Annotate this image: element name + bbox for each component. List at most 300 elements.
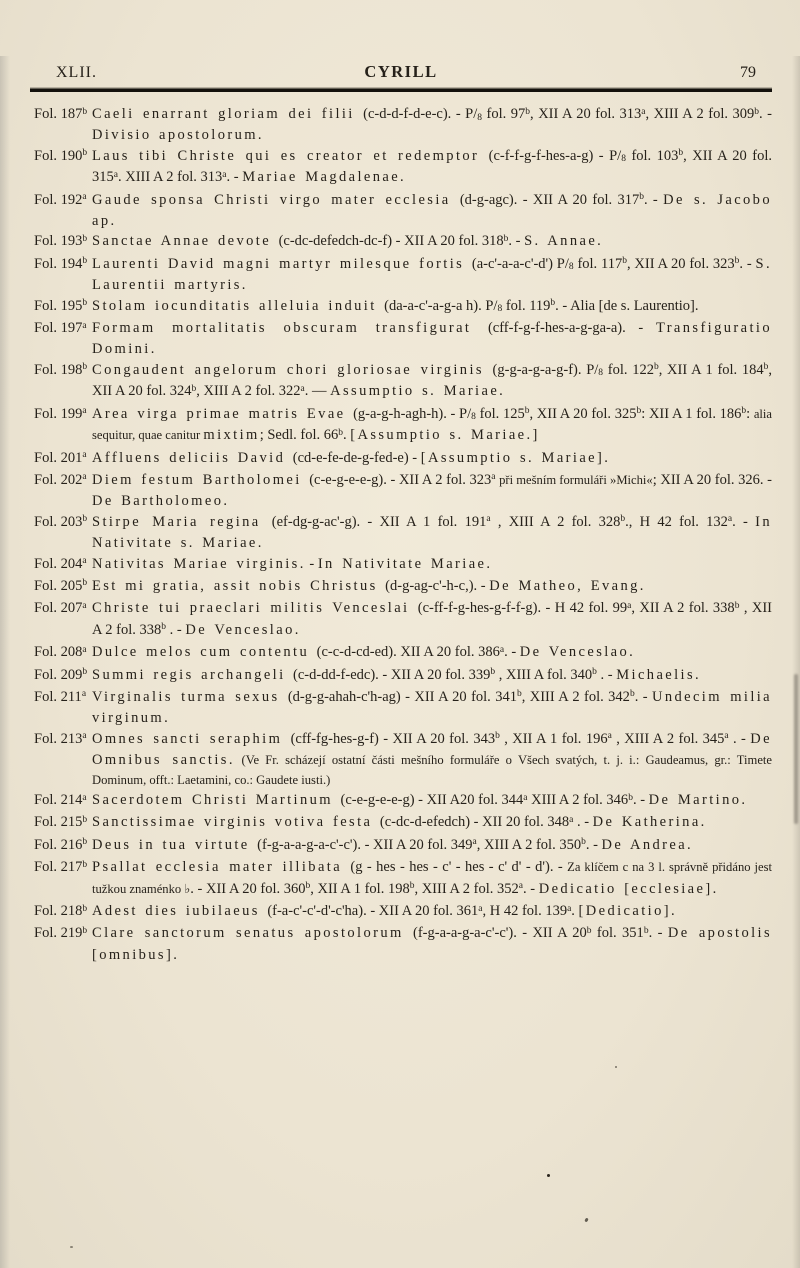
fol-label: [34, 361, 92, 382]
entry-text-run: a: [82, 406, 87, 417]
entry-text-run: Diem festum Bartholomei: [92, 471, 310, 488]
entry-text-run: Fol. 208: [34, 644, 83, 661]
fol-label: [34, 858, 92, 879]
entry-text-run: (f-g-a-a-g-a-c'-c'). - XII A 20: [413, 925, 587, 942]
entry-text-run: Fol. 194: [34, 255, 83, 272]
entry-text-run: fol. 117: [573, 255, 623, 272]
entry-text-run: b: [628, 792, 633, 803]
entry-text-run: Fol. 195: [34, 297, 83, 314]
entry-text-run: . -: [522, 880, 539, 897]
fol-label: [34, 666, 92, 687]
running-header: [32, 56, 770, 84]
entry-text-run: b: [581, 837, 586, 848]
entry-text-run: , XII A 20 fol. 313: [530, 106, 642, 122]
entry-text-run: b: [161, 622, 167, 633]
entry-text-run: (d-g-ag-c'-h-c,). -: [385, 577, 490, 594]
entry-text-run: a: [472, 837, 477, 848]
entry-text-run: Assumptio s. Mariae.: [330, 383, 506, 400]
entry-text-run: Za klíčem c na 3 l. správně přidáno jest tužkou znaménko ♭: [92, 860, 772, 896]
catalog-entry: [34, 813, 772, 834]
entry-text-run: Laus tibi Christe qui es creator et redemptor: [92, 147, 489, 164]
entry-text-run: Undecim milia virginum.: [92, 688, 773, 727]
entry-text-run: Fol. 199: [34, 405, 83, 422]
entry-text-run: , H 42 fol. 139: [482, 903, 568, 920]
entry-text-run: 8: [471, 412, 476, 423]
entry-text-run: Dulce melos cum contentu: [92, 644, 317, 661]
entry-text-run: Fol. 201: [34, 449, 83, 466]
entry-text-run: Divisio apostolorum.: [92, 127, 264, 144]
entry-text-run: b: [550, 298, 556, 309]
entry-text-run: Fol. 216: [34, 836, 83, 853]
entry-text-run: (da-a-c'-a-g-a h). P/: [384, 297, 498, 314]
entry-text-run: (d-g-g-ahah-c'h-ag) - XII A 20 fol. 341: [287, 688, 517, 705]
entry-text-run: Deus in tua virtute: [92, 836, 258, 853]
entry-text-run: fol. 351: [591, 925, 644, 942]
entry-text-run: a: [478, 903, 483, 914]
entry-text-run: De Matheo, Evang.: [489, 577, 646, 594]
entry-text-run: při mešním formuláři »Michi«: [499, 472, 653, 487]
entry-text-run: a: [518, 881, 523, 892]
entry-text-run: .: [343, 427, 351, 444]
catalog-entry: [34, 858, 772, 901]
entry-text-run: a: [491, 472, 496, 483]
entry-text-run: :: [746, 405, 754, 422]
catalog-entry: [34, 730, 772, 790]
entry-text-run: a: [82, 792, 87, 803]
entry-text-run: (g-g-a-g-a-g-f). P/: [492, 361, 599, 378]
entry-text-run: Fol. 211: [34, 688, 82, 705]
fol-label: [34, 577, 92, 598]
entry-text-run: b: [763, 362, 769, 373]
catalog-entry: [34, 319, 772, 360]
entry-text-run: . -: [739, 255, 756, 272]
entry-text-run: . -: [759, 106, 773, 122]
scanned-page: [0, 56, 800, 1268]
catalog-entry: [34, 297, 772, 318]
entry-text-run: , XIII A 2 fol. 350: [476, 836, 582, 853]
entry-text-run: . -: [226, 169, 243, 186]
entry-text-run: Fol. 219: [34, 925, 83, 942]
fol-label: [34, 513, 92, 534]
entry-text-run: [Assumptio s. Mariae.]: [350, 427, 540, 444]
entry-text-run: , XII A 20 fol. 324: [92, 361, 773, 400]
entry-text-run: . -: [585, 836, 602, 853]
entry-text-run: b: [191, 383, 197, 394]
entry-text-run: (c-d-d-f-d-e-c). - P/: [363, 106, 478, 122]
fol-label: [34, 924, 92, 945]
fol-label: [34, 471, 92, 492]
entry-text-run: [Dedicatio].: [578, 903, 677, 920]
entry-text-run: Summi regis archangeli: [92, 666, 294, 683]
entry-text-run: . -: [508, 233, 525, 250]
entry-text-run: b: [305, 881, 311, 892]
entry-text-run: Formam mortalitatis obscuram transfigurat: [92, 320, 488, 337]
entry-text-run: . - XII A 20 fol. 360: [190, 880, 306, 897]
entry-text-run: Mariae Magdalenae.: [242, 169, 407, 186]
entry-text-run: , XIII A 2 fol. 352: [414, 880, 519, 897]
entry-text-run: (f-a-c'-c'-d'-c'ha). - XII A 20 fol. 361: [267, 903, 479, 920]
entry-text-run: : XII A 1 fol. 186: [641, 405, 742, 422]
entry-text-run: . -: [634, 688, 652, 705]
entry-text-run: a: [727, 514, 733, 525]
catalog-entry: [34, 836, 772, 857]
entry-text-run: , XIII A fol. 340: [495, 666, 593, 683]
catalog-entry: [34, 555, 772, 576]
entry-text-run: Michaelis.: [616, 666, 702, 683]
entry-text-run: ., H 42 fol. 132: [625, 513, 728, 530]
entry-text-run: De s. Jacobo ap.: [92, 191, 772, 230]
entry-text-run: De apostolis [omnibus].: [92, 925, 772, 963]
entry-text-run: b: [338, 427, 343, 438]
entry-text-run: a: [569, 814, 574, 825]
entry-text-run: b: [524, 406, 530, 417]
fol-label: [34, 836, 92, 857]
entry-text-run: b: [643, 925, 649, 936]
catalog-entry: [34, 599, 772, 642]
entry-text-run: b: [490, 667, 496, 678]
entry-text-run: Adest dies iubilaeus: [92, 903, 268, 920]
entry-text-run: b: [516, 689, 522, 700]
entry-text-run: Fol. 193: [34, 233, 83, 250]
fol-label: [34, 599, 92, 620]
entry-text-run: [235, 752, 242, 768]
entry-text-run: a: [82, 600, 87, 611]
entry-text-run: Stolam iocunditatis alleluia induit: [92, 297, 385, 314]
entry-text-run: , XII A 1 fol. 198: [310, 880, 410, 897]
entry-text-run: S. Annae.: [524, 233, 604, 250]
entry-text-run: b: [503, 233, 509, 244]
entry-text-run: b: [82, 925, 88, 936]
entry-text-run: a: [82, 644, 87, 655]
entry-text-run: . - Alia [de s. Laurentio].: [555, 297, 699, 314]
catalog-entry: [34, 688, 772, 729]
entry-text-run: fol. 119: [502, 297, 551, 314]
catalog-entry: [34, 405, 772, 448]
fol-label: [34, 232, 92, 253]
scan-speck: [584, 1218, 589, 1223]
entry-text-run: a: [82, 731, 87, 742]
entry-text-run: In Nativitate s. Mariae.: [92, 513, 772, 552]
entry-text-run: Fol. 213: [34, 730, 83, 747]
entry-text-run: . -: [648, 925, 668, 942]
entry-text-run: , XII A 2 fol. 338: [92, 600, 772, 638]
entry-text-run: Caeli enarrant gloriam dei filii: [92, 106, 364, 122]
entry-text-run: (c-d-dd-f-edc). - XII A 20 fol. 339: [293, 666, 491, 683]
entry-text-run: b: [525, 106, 531, 117]
entry-text-run: Omnes sancti seraphim: [92, 730, 291, 747]
catalog-entry: [34, 255, 772, 296]
entry-text-run: (c-c-d-cd-ed). XII A 20 fol. 386: [316, 644, 500, 661]
entry-text-run: a: [82, 192, 87, 203]
fol-label: [34, 191, 92, 212]
entry-text-run: b: [586, 925, 592, 936]
fol-label: [34, 902, 92, 923]
entry-text-run: . -: [632, 792, 649, 808]
entry-text-run: Fol. 198: [34, 361, 83, 378]
catalog-entry: [34, 449, 772, 470]
catalog-entry: [34, 147, 772, 190]
entry-text-run: . -: [166, 621, 186, 638]
entry-text-run: b: [82, 362, 88, 373]
fol-label: [34, 319, 92, 340]
entry-text-run: (f-g-a-a-g-a-c'-c'). - XII A 20 fol. 349: [257, 836, 473, 853]
entry-text-run: b: [82, 106, 88, 117]
catalog-entry: [34, 902, 772, 923]
entry-text-run: b: [629, 689, 635, 700]
header-rule: [30, 87, 772, 92]
entry-text-run: mixtim: [203, 427, 260, 444]
entry-text-run: b: [734, 600, 740, 611]
entry-text-run: [Assumptio s. Mariae].: [420, 449, 611, 466]
entry-text-run: . -: [573, 814, 593, 831]
entry-text-run: fol. 122: [603, 361, 654, 378]
entry-text-run: .: [571, 903, 579, 920]
fol-label: [34, 555, 92, 576]
entry-text-run: Clare sanctorum senatus apostolorum: [92, 925, 413, 942]
catalog-entry: [34, 791, 772, 812]
entry-text-run: Fol. 209: [34, 666, 83, 683]
entry-text-run: 8: [621, 154, 626, 165]
entry-text-run: (Ve Fr. scházejí ostatní části mešního formuláře o Všech svatých, t. j. i.: Gaudeamus, gr.: Timete Dominum, offt.: Laetamini, co.: Gaudete iusti.): [92, 753, 772, 787]
entry-text-run: , XII A 1 fol. 184: [658, 361, 764, 378]
catalog-entry: [34, 361, 772, 404]
entry-text-run: a: [499, 644, 505, 655]
entry-text-run: Fol. 217: [34, 859, 83, 876]
entry-text-run: a: [113, 169, 118, 180]
entry-text-run: ; Sedl. fol. 66: [259, 427, 339, 444]
entry-text-run: , XIII A 2 fol. 345: [611, 730, 725, 747]
entry-text-run: 8: [497, 304, 503, 315]
entry-text-run: . -: [596, 666, 617, 683]
entry-text-run: a: [724, 731, 729, 742]
entry-text-run: alia sequitur, quae canitur: [92, 406, 773, 443]
entry-text-run: b: [82, 298, 88, 309]
entry-text-run: -: [305, 555, 318, 572]
entry-text-run: De Andrea.: [601, 836, 694, 853]
entry-text-run: Fol. 218: [34, 903, 83, 920]
catalog-entry: [34, 643, 772, 664]
entry-text-run: (c-ff-f-g-hes-g-f-f-g). - H 42 fol. 99: [417, 600, 628, 617]
entry-text-run: a: [627, 600, 632, 611]
entry-text-run: b: [82, 514, 88, 525]
entry-text-run: b: [639, 192, 644, 203]
entry-text-run: a: [641, 106, 646, 117]
entry-text-run: (c-f-f-g-f-hes-a-g) - P/: [488, 147, 622, 164]
entry-text-run: De Venceslao.: [519, 644, 636, 661]
entry-text-run: 8: [477, 112, 483, 123]
scan-artifact-streak: [794, 674, 798, 824]
entry-text-run: (cd-e-fe-de-g-fed-e) -: [292, 449, 421, 466]
entry-text-run: Fol. 204: [34, 555, 83, 572]
entry-text-run: Fol. 214: [34, 792, 83, 808]
entry-text-run: , XII A 2 fol. 338: [631, 600, 735, 617]
fol-label: [34, 449, 92, 470]
page-title: CYRILL: [364, 62, 438, 81]
fol-label: [34, 255, 92, 276]
entry-text-run: b: [592, 667, 597, 678]
entry-text-run: b: [82, 148, 88, 159]
entry-text-run: 8: [568, 262, 574, 273]
entry-text-run: Dedicatio [ecclesiae].: [538, 880, 719, 897]
entry-text-run: b: [620, 514, 626, 525]
entry-text-run: a: [82, 450, 87, 460]
entry-text-run: fol. 125: [475, 405, 525, 422]
scan-speck: [547, 1174, 550, 1177]
entry-text-run: ; XII A 20 fol. 326. -: [652, 471, 772, 488]
fol-label: [34, 813, 92, 834]
entry-text-run: Congaudent angelorum chori gloriosae virginis: [92, 361, 493, 378]
chapter-signature: XLII.: [56, 64, 97, 81]
entry-text-run: Area virga primae matris Evae: [92, 405, 354, 422]
entry-text-run: Fol. 190: [34, 147, 83, 164]
catalog-entry: [34, 666, 772, 687]
entry-text-run: b: [653, 362, 659, 373]
entry-text-run: Nativitas Mariae virginis.: [92, 555, 306, 572]
entry-list: [34, 105, 772, 965]
entry-text-run: Fol. 202: [34, 471, 83, 488]
entry-text-run: a: [82, 320, 87, 331]
entry-text-run: b: [82, 814, 88, 825]
entry-text-run: b: [678, 148, 684, 159]
fol-label: [34, 297, 92, 318]
entry-text-run: (c-e-g-e-e-g) - XII A20 fol. 344: [340, 792, 524, 808]
entry-text-run: b: [82, 667, 88, 678]
entry-text-run: Laurenti David magni martyr milesque fortis: [92, 255, 472, 272]
entry-text-run: (c-dc-defedch-dc-f) - XII A 20 fol. 318: [278, 233, 504, 250]
catalog-entry: [34, 577, 772, 598]
catalog-entry: [34, 232, 772, 253]
entry-text-run: XIII A 2 fol. 346: [527, 792, 629, 808]
entry-text-run: S. Laurentii martyris.: [92, 255, 772, 294]
entry-text-run: Fol. 207: [34, 600, 83, 617]
entry-text-run: , XII A 1 fol. 196: [499, 730, 608, 747]
scan-speck: [70, 1246, 73, 1248]
entry-text-run: a: [81, 689, 87, 700]
entry-text-run: a: [486, 514, 491, 525]
entry-text-run: . -: [732, 513, 756, 530]
fol-label: [34, 791, 92, 812]
entry-text-run: Fol. 205: [34, 577, 83, 594]
entry-text-run: (g - hes - hes - c' - hes - c' d' - d'). -: [350, 859, 568, 876]
entry-text-run: a: [82, 472, 87, 483]
entry-text-run: b: [409, 881, 415, 892]
entry-text-run: a: [82, 556, 87, 567]
entry-text-run: De Venceslao.: [185, 621, 301, 638]
entry-text-run: a: [300, 383, 305, 394]
entry-text-run: Fol. 192: [34, 191, 83, 208]
scan-speck: [615, 1066, 617, 1068]
entry-text-run: Est mi gratia, assit nobis Christus: [92, 577, 386, 594]
entry-text-run: (cff-fg-hes-g-f) - XII A 20 fol. 343: [290, 730, 496, 747]
entry-text-run: . -: [728, 730, 751, 747]
entry-text-run: In Nativitate Mariae.: [317, 555, 493, 572]
scan-edge-shadow-right: [792, 56, 800, 1268]
entry-text-run: , XIII A 2 fol. 322: [196, 383, 301, 400]
entry-text-run: Sanctae Annae devote: [92, 233, 279, 250]
entry-text-run: , XIII A 2 fol. 309: [645, 106, 755, 122]
entry-text-run: b: [734, 256, 740, 267]
entry-text-run: (c-dc-d-efedch) - XII 20 fol. 348: [379, 814, 570, 831]
fol-label: [34, 730, 92, 751]
entry-text-run: b: [622, 256, 627, 267]
entry-text-run: b: [82, 859, 88, 870]
entry-text-run: Psallat ecclesia mater illibata: [92, 859, 351, 876]
catalog-entry: [34, 513, 772, 554]
entry-text-run: , XII A 20 fol. 325: [529, 405, 637, 422]
catalog-entry: [34, 191, 772, 232]
entry-text-run: , XIII A 2 fol. 342: [521, 688, 630, 705]
entry-text-run: a: [222, 169, 227, 180]
entry-text-run: Sacerdotem Christi Martinum: [92, 792, 341, 808]
entry-text-run: a: [567, 903, 572, 914]
entry-text-run: , XII A 20 fol. 323: [626, 255, 735, 272]
page-number: 79: [740, 64, 756, 81]
entry-text-run: De Martino.: [648, 792, 748, 808]
entry-text-run: b: [82, 837, 88, 848]
entry-text-run: De Katherina.: [592, 814, 707, 831]
entry-text-run: Fol. 197: [34, 320, 83, 337]
entry-text-run: Stirpe Maria regina: [92, 513, 272, 530]
entry-text-run: Gaude sponsa Christi virgo mater ecclesia: [92, 191, 460, 208]
entry-text-run: (cff-f-g-f-hes-a-g-ga-a). -: [487, 320, 656, 337]
entry-text-run: Fol. 203: [34, 513, 83, 530]
entry-text-run: Christe tui praeclari militis Venceslai: [92, 600, 418, 617]
entry-text-run: b: [495, 731, 500, 742]
entry-text-run: (a-c'-a-a-c'-d') P/: [471, 255, 569, 272]
catalog-entry: [34, 924, 772, 965]
entry-text-run: b: [741, 406, 747, 417]
entry-text-run: b: [636, 406, 642, 417]
fol-label: [34, 147, 92, 168]
entry-text-run: , XIII A 2 fol. 328: [490, 513, 621, 530]
entry-text-run: a: [607, 731, 612, 742]
entry-text-run: Transfiguratio Domini.: [92, 320, 772, 358]
entry-text-run: 8: [598, 368, 604, 379]
entry-text-run: (g-a-g-h-agh-h). - P/: [353, 405, 472, 422]
entry-text-run: fol. 103: [625, 147, 679, 164]
entry-text-run: De Omnibus sanctis.: [92, 730, 772, 769]
entry-text-run: . -: [504, 644, 520, 661]
entry-text-run: b: [82, 256, 88, 267]
entry-text-run: fol. 97: [482, 106, 526, 122]
entry-text-run: Sanctissimae virginis votiva festa: [92, 814, 380, 831]
entry-text-run: Virginalis turma sexus: [92, 688, 288, 705]
fol-label: [34, 105, 92, 126]
entry-text-run: , XII A 20 fol. 315: [92, 147, 772, 186]
entry-text-run: . -: [643, 191, 664, 208]
entry-text-run: De Bartholomeo.: [92, 493, 230, 510]
entry-text-run: b: [754, 106, 760, 117]
fol-label: [34, 405, 92, 426]
catalog-entry: [34, 471, 772, 512]
fol-label: [34, 643, 92, 664]
entry-text-run: . —: [304, 383, 331, 400]
catalog-entry: [34, 105, 772, 146]
entry-text-run: Fol. 187: [34, 106, 83, 122]
entry-text-run: Affluens deliciis David: [92, 449, 293, 466]
entry-text-run: (ef-dg-g-ac'-g). - XII A 1 fol. 191: [271, 513, 487, 530]
scan-edge-shadow-left: [0, 56, 10, 1268]
entry-text-run: Fol. 215: [34, 814, 83, 831]
entry-text-run: a: [523, 792, 528, 803]
entry-text-run: b: [82, 903, 88, 914]
entry-text-run: (d-g-agc). - XII A 20 fol. 317: [459, 191, 640, 208]
entry-text-run: (c-e-g-e-e-g). - XII A 2 fol. 323: [309, 471, 492, 488]
entry-text-run: . XIII A 2 fol. 313: [117, 169, 223, 186]
entry-text-run: b: [82, 233, 88, 244]
fol-label: [34, 688, 92, 709]
entry-text-run: b: [82, 578, 88, 589]
